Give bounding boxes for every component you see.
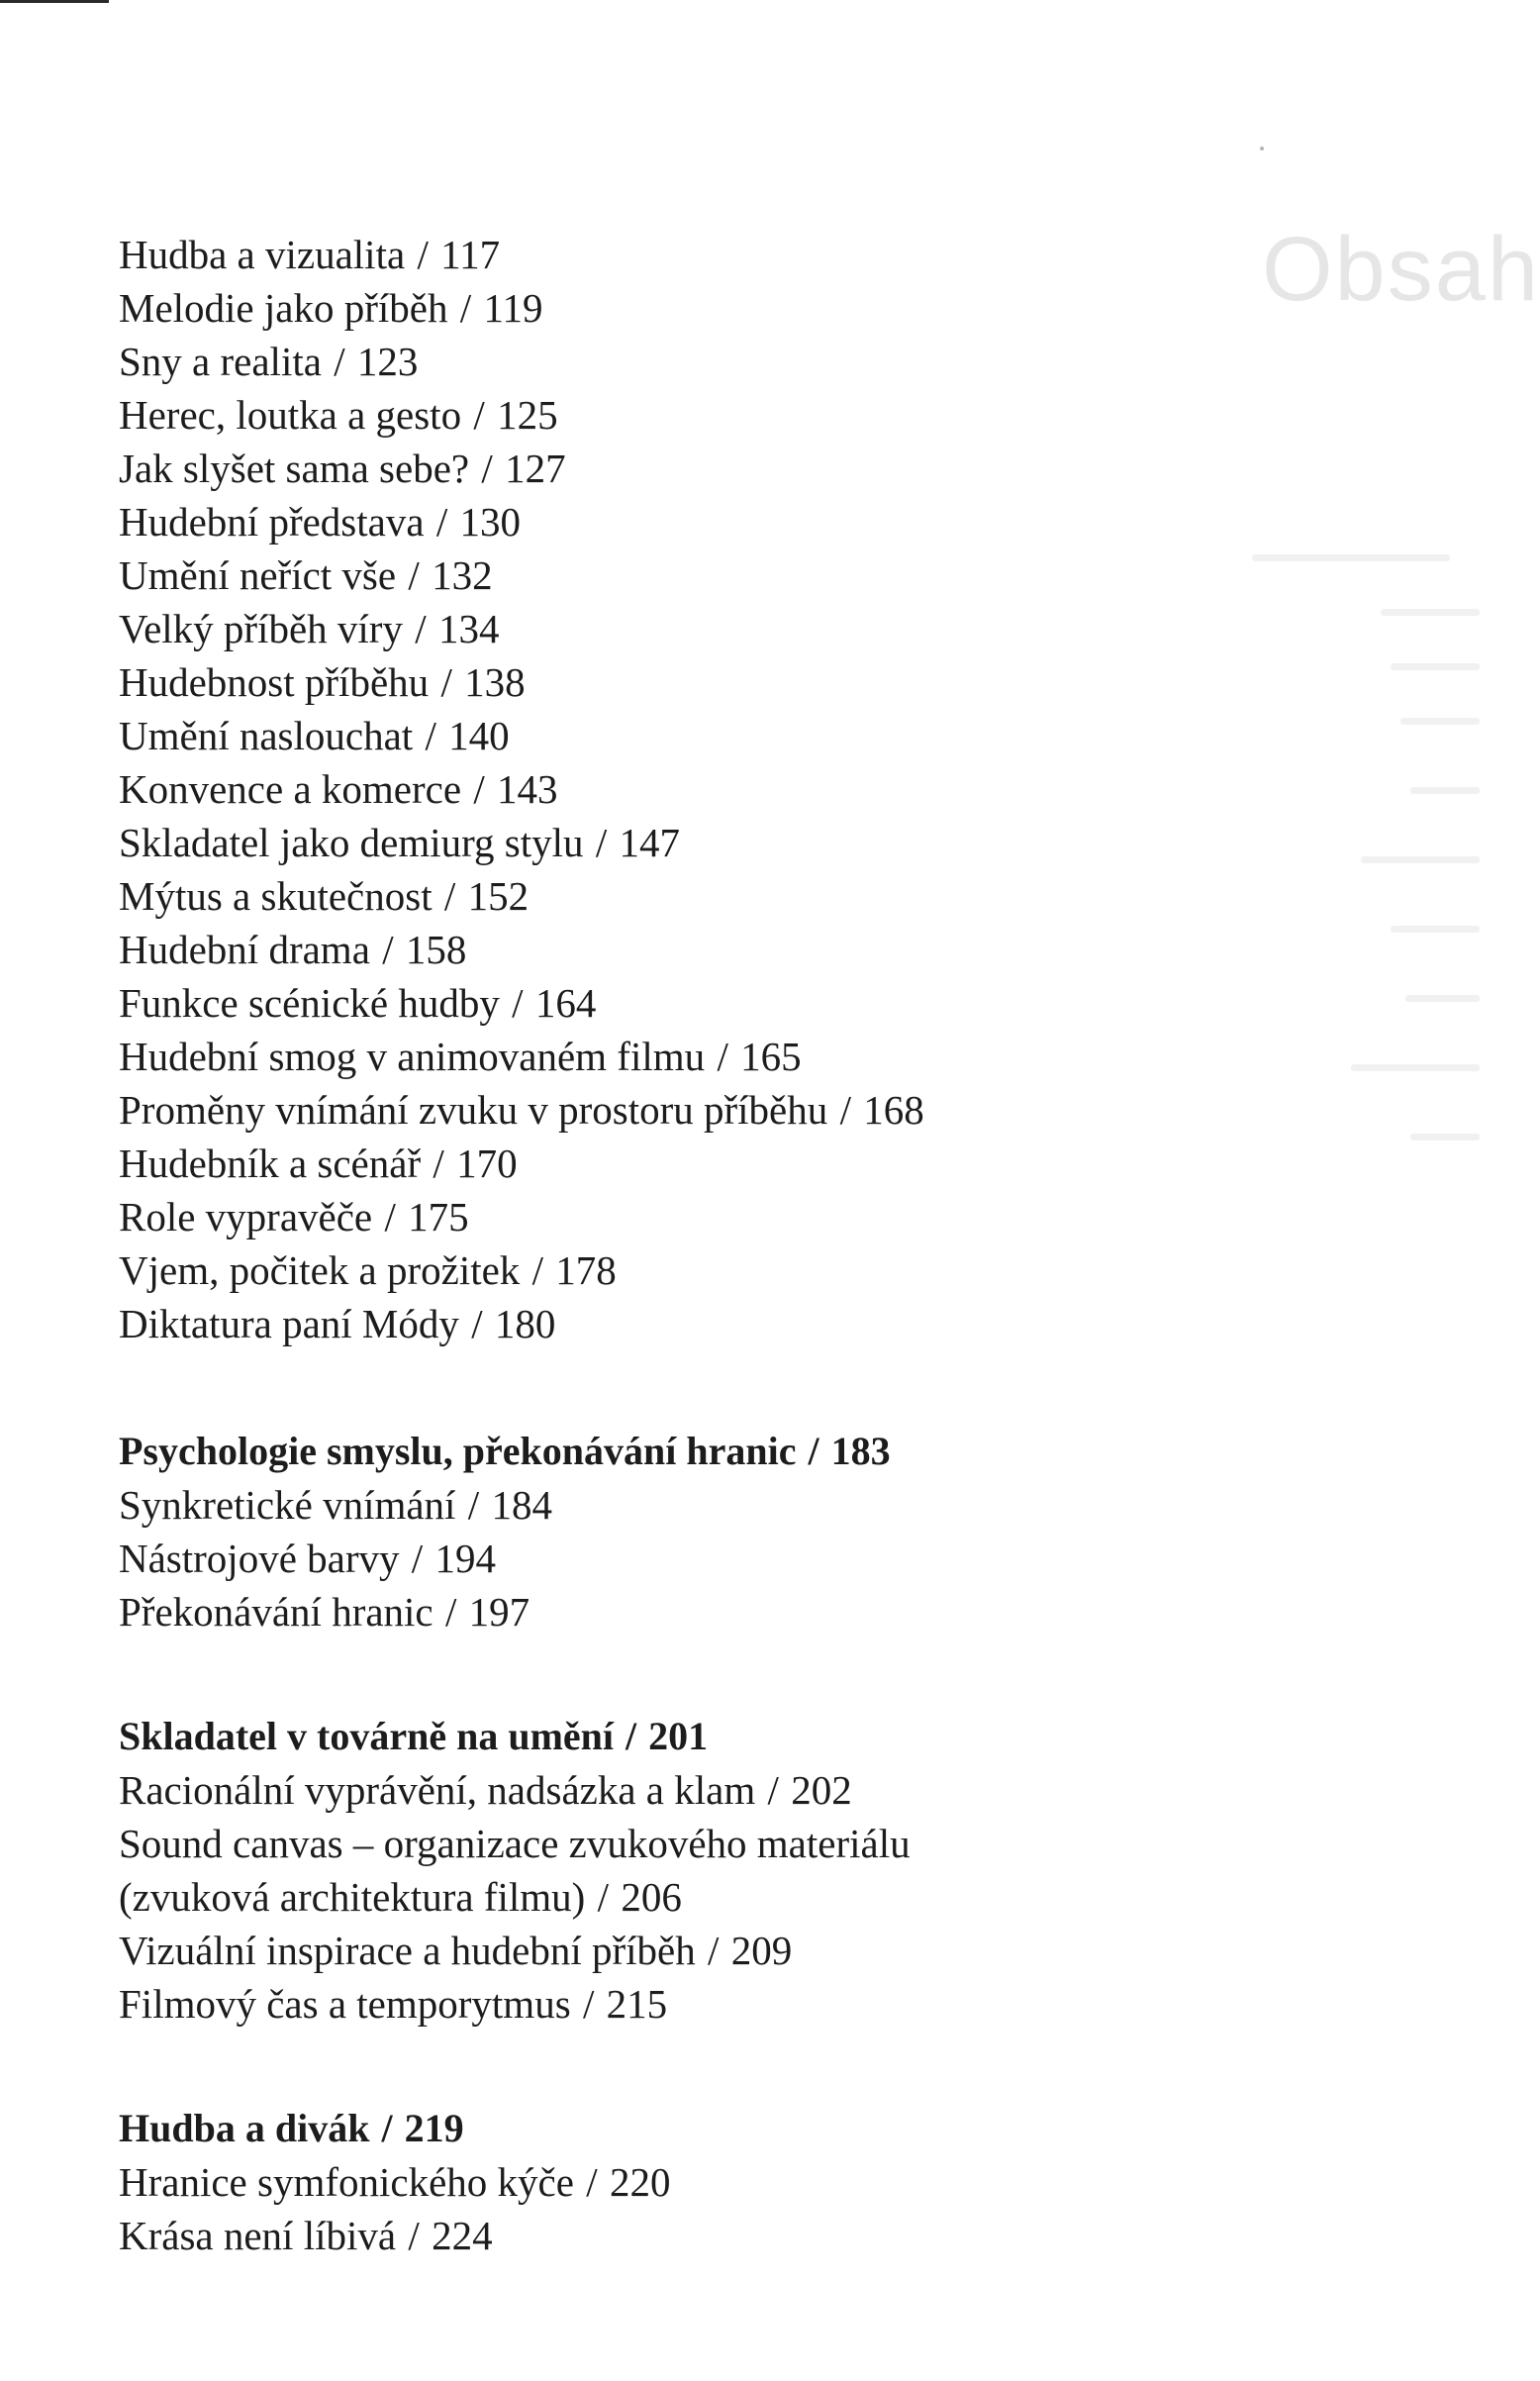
toc-entry[interactable] (119, 1083, 1148, 1137)
toc-page-number: 119 (483, 285, 543, 331)
toc-entry[interactable] (119, 1190, 1148, 1243)
toc-page-number: 202 (791, 1767, 852, 1813)
toc-separator: / (839, 1087, 851, 1133)
toc-separator: / (531, 1247, 543, 1293)
toc-separator: / (595, 820, 608, 865)
paper-speck (1260, 147, 1264, 150)
toc-entry[interactable] (119, 709, 1148, 762)
toc-separator: / (381, 2106, 393, 2150)
toc-separator: / (444, 1589, 457, 1635)
toc-entry[interactable] (119, 1870, 1148, 1924)
toc-entry-title: Umění naslouchat (119, 713, 414, 758)
toc-entry-title: Filmový čas a temporytmus (119, 1981, 571, 2027)
toc-entry-title: Vjem, počitek a prožitek (119, 1247, 521, 1293)
toc-page-number: 183 (830, 1429, 891, 1473)
toc-entry[interactable] (119, 923, 1148, 976)
bleed-through-text (1242, 188, 1540, 1178)
toc-entry[interactable] (119, 762, 1148, 816)
toc-separator: / (415, 606, 427, 651)
toc-entry[interactable] (119, 1137, 1148, 1190)
toc-entry[interactable] (119, 1478, 1148, 1532)
bleed-line (1381, 609, 1480, 616)
toc-page-number: 197 (468, 1589, 530, 1635)
bleed-line (1410, 1134, 1480, 1141)
toc-entry-title: Sound canvas – organizace zvukového materiálu (119, 1821, 911, 1866)
toc-entry-title: Hudba a vizualita (119, 232, 406, 277)
toc-separator: / (408, 552, 420, 598)
toc-section (119, 1425, 1148, 1638)
toc-entry-title: Diktatura paní Módy (119, 1301, 459, 1346)
toc-page-number: 209 (730, 1928, 793, 1973)
toc-separator: / (411, 1536, 424, 1581)
toc-section (119, 2102, 1148, 2262)
toc-separator: / (708, 1928, 720, 1973)
toc-entry-title: Sny a realita (119, 339, 322, 384)
toc-entry-title: Umění neříct vše (119, 552, 397, 598)
toc-section-heading[interactable] (119, 2102, 1148, 2155)
toc-entry[interactable] (119, 1977, 1148, 2031)
toc-entry[interactable] (119, 655, 1148, 709)
toc-entry[interactable] (119, 1817, 1148, 1870)
toc-entry-title: Hudební drama (119, 927, 370, 972)
toc-entry-title: Hudební představa (119, 499, 425, 545)
toc-entry[interactable] (119, 1585, 1148, 1638)
toc-entry-title: Melodie jako příběh (119, 285, 448, 331)
toc-separator: / (433, 1141, 444, 1186)
toc-page-number: 117 (440, 232, 501, 277)
toc-entry-title: Velký příběh víry (119, 606, 403, 651)
toc-separator: / (586, 2159, 598, 2205)
toc-entry-title: Proměny vnímání zvuku v prostoru příběhu (119, 1087, 828, 1133)
toc-entry-title: (zvuková architektura filmu) (119, 1874, 586, 1920)
toc-entry[interactable] (119, 548, 1148, 602)
toc-page-number: 143 (497, 766, 558, 812)
toc-entry[interactable] (119, 495, 1148, 548)
toc-entry-title: Hudební smog v animovaném filmu (119, 1034, 706, 1079)
toc-entry-title: Hudebnost příběhu (119, 659, 430, 705)
toc-separator: / (459, 285, 472, 331)
toc-entry[interactable] (119, 388, 1148, 442)
toc-entry-title: Vizuální inspirace a hudební příběh (119, 1928, 696, 1973)
bleed-line (1351, 1064, 1480, 1071)
toc-page-number: 147 (619, 820, 681, 865)
toc-entry[interactable] (119, 2155, 1148, 2209)
toc-entry-title: Nástrojové barvy (119, 1536, 400, 1581)
toc-page-number: 194 (434, 1536, 496, 1581)
toc-entry-title: Konvence a komerce (119, 766, 462, 812)
toc-entry[interactable] (119, 602, 1148, 655)
toc-section-heading[interactable] (119, 1425, 1148, 1478)
toc-entry-title: Herec, loutka a gesto (119, 392, 462, 438)
toc-entry[interactable] (119, 281, 1148, 335)
toc-separator: / (582, 1981, 595, 2027)
toc-entry-title: Skladatel v továrně na umění (119, 1714, 615, 1758)
toc-page-number: 206 (621, 1874, 682, 1920)
toc-page-number: 130 (459, 499, 522, 545)
toc-page-number: 168 (863, 1087, 924, 1133)
toc-entry-title: Krása není líbivá (119, 2213, 397, 2258)
toc-separator: / (440, 659, 452, 705)
toc-entry-title: Hranice symfonického kýče (119, 2159, 574, 2205)
toc-separator: / (512, 980, 524, 1026)
bleed-line (1361, 856, 1480, 863)
toc-entry[interactable] (119, 816, 1148, 869)
toc-page-number: 140 (448, 713, 510, 758)
toc-entry-title: Funkce scénické hudby (119, 980, 500, 1026)
toc-separator: / (481, 446, 493, 491)
toc-separator: / (334, 339, 345, 384)
toc-page-number: 123 (356, 339, 419, 384)
toc-entry[interactable] (119, 2209, 1148, 2262)
toc-separator: / (808, 1429, 819, 1473)
toc-page-number: 184 (491, 1482, 552, 1528)
toc-entry[interactable] (119, 228, 1148, 281)
toc-entry-title: Racionální vyprávění, nadsázka a klam (119, 1767, 756, 1813)
toc-page-number: 219 (404, 2106, 464, 2150)
toc-separator: / (467, 1482, 480, 1528)
toc-separator: / (425, 713, 436, 758)
toc-page-number: 158 (405, 927, 467, 972)
bleed-line (1410, 787, 1480, 794)
toc-page-number: 152 (467, 873, 529, 919)
toc-entry[interactable] (119, 335, 1148, 388)
toc-page-number: 180 (494, 1301, 556, 1346)
toc-entry-title: Hudba a divák (119, 2106, 370, 2150)
toc-separator: / (471, 1301, 483, 1346)
toc-separator: / (417, 232, 429, 277)
toc-entry-title: Synkretické vnímání (119, 1482, 456, 1528)
bleed-line (1391, 663, 1480, 670)
toc-entry[interactable] (119, 1030, 1148, 1083)
toc-entry[interactable] (119, 1297, 1148, 1350)
toc-separator: / (717, 1034, 728, 1079)
toc-separator: / (626, 1714, 637, 1758)
toc-section (119, 228, 1148, 1350)
toc-separator: / (767, 1767, 779, 1813)
toc-entry[interactable] (119, 869, 1148, 923)
toc-entry[interactable] (119, 1532, 1148, 1585)
toc-page-number: 175 (408, 1194, 469, 1240)
toc-entry-title: Role vypravěče (119, 1194, 373, 1240)
bleed-line (1405, 995, 1480, 1002)
toc-page-number: 138 (464, 659, 526, 705)
bleed-line (1391, 926, 1480, 933)
toc-entry[interactable] (119, 1763, 1148, 1817)
toc-separator: / (473, 392, 485, 438)
bleed-line (1400, 718, 1480, 725)
toc-separator: / (382, 927, 394, 972)
toc-page-number: 201 (648, 1714, 709, 1758)
toc-separator: / (408, 2213, 420, 2258)
toc-page-number: 165 (740, 1034, 802, 1079)
toc-entry-title: Hudebník a scénář (119, 1141, 422, 1186)
toc-entry[interactable] (119, 976, 1148, 1030)
toc-separator: / (473, 766, 485, 812)
toc-entry-title: Jak slyšet sama sebe? (119, 446, 470, 491)
bleed-through-title: Obsah (1262, 219, 1540, 320)
toc-page-number: 125 (497, 392, 558, 438)
bleed-line (1252, 554, 1450, 561)
toc-section-heading[interactable] (119, 1710, 1148, 1763)
toc-separator: / (597, 1874, 610, 1920)
top-rule (0, 0, 109, 3)
toc-entry[interactable] (119, 1243, 1148, 1297)
toc-page-number: 215 (606, 1981, 668, 2027)
toc-page-number: 220 (609, 2159, 671, 2205)
toc-entry-title: Skladatel jako demiurg stylu (119, 820, 584, 865)
toc-page-number: 170 (456, 1141, 518, 1186)
toc-page-number: 132 (432, 552, 493, 598)
toc-separator: / (384, 1194, 396, 1240)
table-of-contents (119, 228, 1148, 2262)
toc-separator: / (435, 499, 448, 545)
toc-entry-title: Psychologie smyslu, překonávání hranic (119, 1429, 797, 1473)
toc-entry-title: Překonávání hranic (119, 1589, 433, 1635)
toc-entry[interactable] (119, 442, 1148, 495)
toc-page-number: 178 (555, 1247, 617, 1293)
toc-entry-title: Mýtus a skutečnost (119, 873, 433, 919)
toc-page-number: 127 (505, 446, 566, 491)
toc-separator: / (443, 873, 456, 919)
toc-page-number: 224 (432, 2213, 493, 2258)
toc-page-number: 164 (534, 980, 597, 1026)
toc-section (119, 1710, 1148, 2031)
toc-page-number: 134 (437, 606, 500, 651)
toc-entry[interactable] (119, 1924, 1148, 1977)
